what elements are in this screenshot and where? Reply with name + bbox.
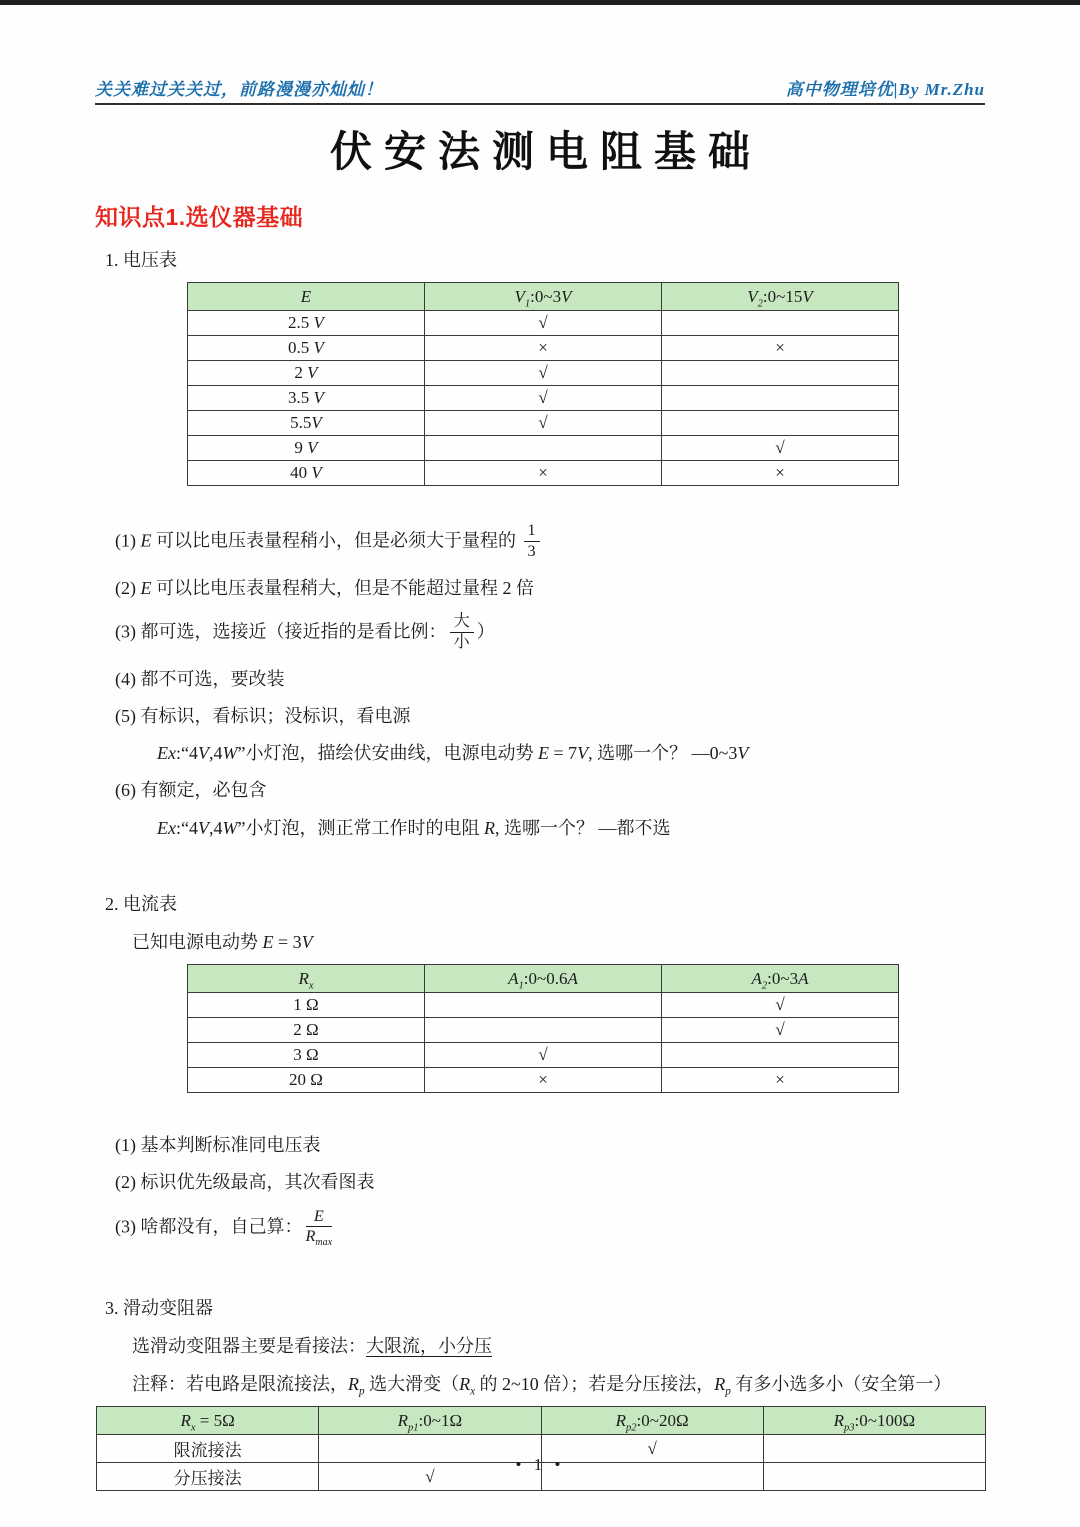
- math-var: V: [311, 413, 322, 432]
- table-cell: ×: [425, 336, 662, 361]
- table-cell: [662, 361, 899, 386]
- table-cell: 2.5 V: [188, 311, 425, 336]
- math-var: V: [737, 743, 749, 764]
- table-cell: √: [425, 1043, 662, 1068]
- math-var: Ex: [157, 743, 176, 764]
- math-var: R: [483, 817, 495, 838]
- table-header-cell: $R_{p1}:0\sim 1\Omega$: [319, 1407, 541, 1435]
- math-subscript: p2: [626, 1422, 637, 1434]
- table-cell: [662, 411, 899, 436]
- table-cell: √: [425, 311, 662, 336]
- ammeter-table: [187, 964, 899, 1093]
- voltmeter-notes: [115, 522, 1080, 840]
- page-number: • 1 •: [515, 1455, 565, 1474]
- note-line: (3) 都可选，选接近（接近指的是看比例： $\frac{\text{大}}{\text{小}}$ ）: [115, 613, 1080, 654]
- table-cell: ×: [425, 461, 662, 486]
- ammeter-intro-line: 已知电源电动势 E = 3V: [132, 932, 313, 953]
- table-row: [188, 1018, 899, 1043]
- math-subscript: p: [359, 1385, 365, 1398]
- table-header-cell: $V_1:0\sim 3V$: [425, 283, 662, 311]
- table-cell: √: [662, 993, 899, 1018]
- table-header-cell: [188, 965, 425, 993]
- math-var: V: [313, 388, 324, 407]
- table-row: [188, 311, 899, 336]
- page-header: [95, 75, 985, 100]
- table-cell: [425, 993, 662, 1018]
- math-var: V: [561, 286, 572, 306]
- table-cell: √: [541, 1435, 763, 1463]
- math-var: A: [567, 968, 578, 988]
- table-row: [188, 411, 899, 436]
- math-var: Ex: [157, 817, 176, 838]
- fraction-denominator: 小: [453, 632, 470, 651]
- note-line: (1) 基本判断标准同电压表: [115, 1135, 321, 1156]
- note-line: (2) E 可以比电压表量程稍大，但是不能超过量程 2 倍: [115, 577, 534, 598]
- table-row: [188, 436, 899, 461]
- table-cell: √: [662, 436, 899, 461]
- math-var: A: [751, 968, 762, 988]
- math-var: V: [197, 817, 209, 838]
- table-cell: 5.5V: [188, 411, 425, 436]
- table-header-cell: $V_2:0\sim 15V$: [662, 283, 899, 311]
- table-cell: [662, 1043, 899, 1068]
- math-subscript: 1: [518, 979, 524, 991]
- table-cell: 限流接法: [97, 1435, 319, 1463]
- math-var: V: [307, 363, 318, 382]
- math-subscript: 1: [524, 297, 531, 309]
- math-var: V: [747, 286, 758, 306]
- header-brand: 高中物理培优|By Mr.Zhu: [785, 80, 985, 99]
- math-var: R: [298, 968, 309, 988]
- table-cell: [425, 1018, 662, 1043]
- table-row: [188, 361, 899, 386]
- example-line: Ex:“4V,4W”小灯泡，测正常工作时的电阻 R, 选哪一个？ —都不选: [157, 817, 671, 838]
- math-var: V: [197, 743, 209, 764]
- table-cell: [662, 311, 899, 336]
- math-var: E: [140, 530, 152, 551]
- table-cell: 3.5 V: [188, 386, 425, 411]
- math-var: W: [222, 743, 238, 764]
- math-subscript: 2: [761, 979, 768, 991]
- note-line: (4) 都不可选，要改装: [115, 668, 285, 689]
- header-motto: 关关难过关关过，前路漫漫亦灿灿！: [95, 80, 383, 99]
- table-cell: 40 V: [188, 461, 425, 486]
- math-var: V: [311, 463, 322, 482]
- math-var: E: [300, 286, 312, 306]
- table-cell: √: [319, 1463, 541, 1491]
- fraction: [524, 522, 540, 563]
- table-cell: ×: [662, 336, 899, 361]
- math-var: R: [714, 1374, 726, 1395]
- table-cell: 1 Ω: [188, 993, 425, 1018]
- note-line: (3) 啥都没有，自己算： $\frac{E}{R_{max}}$: [115, 1206, 333, 1249]
- fraction-denominator: [305, 1227, 333, 1249]
- voltmeter-table: [187, 282, 899, 486]
- math-subscript: p3: [844, 1422, 855, 1434]
- table-header-cell: $R_x = 5\Omega$: [97, 1407, 319, 1435]
- math-var: E: [262, 932, 274, 953]
- rheostat-rule-line: 选滑动变阻器主要是看接法：大限流，小分压: [132, 1336, 492, 1357]
- math-var: E: [313, 1206, 324, 1225]
- table-row: [188, 1043, 899, 1068]
- rheostat-note-line: 注释：若电路是限流接法，$R_p$ 选大滑变（$R_x$ 的 2~10 倍）；若是分压接法，$R_p$ 有多小选多小（安全第一）: [132, 1374, 952, 1398]
- ammeter-notes: [115, 1133, 1080, 1248]
- math-var: R: [833, 1410, 845, 1430]
- fraction-numerator: [306, 1208, 333, 1228]
- math-var: V: [313, 338, 324, 357]
- scan-top-edge: [0, 0, 1080, 5]
- math-var: R: [348, 1374, 359, 1395]
- math-var: R: [180, 1410, 191, 1430]
- underlined-text: 大限流，小分压: [366, 1336, 492, 1357]
- example-line: Ex:“4V,4W”小灯泡，描绘伏安曲线，电源电动势 E = 7V, 选哪一个？ —0~3V: [157, 743, 749, 764]
- table-cell: 分压接法: [97, 1463, 319, 1491]
- table-row: [188, 1068, 899, 1093]
- math-var: V: [577, 743, 589, 764]
- table-header-cell: [188, 283, 425, 311]
- note-line: (1) E 可以比电压表量程稍小，但是必须大于量程的 $\frac{1}{3}$: [115, 522, 1080, 563]
- table-cell: 9 V: [188, 436, 425, 461]
- table-header-cell: $A_1:0\sim 0.6A$: [425, 965, 662, 993]
- table-cell: ×: [662, 1068, 899, 1093]
- table-cell: 0.5 V: [188, 336, 425, 361]
- document-title: 伏安法测电阻基础: [329, 130, 762, 176]
- math-var: R: [397, 1410, 409, 1430]
- math-var: R: [615, 1410, 627, 1430]
- math-var: V: [802, 286, 813, 306]
- fraction-numerator: 大: [450, 613, 474, 633]
- table-header-cell: $R_{p2}:0\sim 20\Omega$: [541, 1407, 763, 1435]
- math-subscript: 2: [757, 297, 763, 309]
- table-row: [188, 386, 899, 411]
- math-var: A: [508, 968, 519, 988]
- header-divider: [95, 103, 985, 105]
- rheostat-table: [96, 1406, 986, 1491]
- table-header-row: [97, 1407, 986, 1435]
- fraction-denominator: 3: [527, 541, 536, 560]
- table-cell: 20 Ω: [188, 1068, 425, 1093]
- table-row: [188, 336, 899, 361]
- table-cell: √: [425, 386, 662, 411]
- math-var: V: [313, 313, 324, 332]
- table-cell: [662, 386, 899, 411]
- table-cell: 3 Ω: [188, 1043, 425, 1068]
- section-ammeter-heading: 2. 电流表: [105, 894, 177, 915]
- section-voltmeter-heading: 1. 电压表: [105, 250, 177, 270]
- math-var: W: [222, 817, 238, 838]
- table-cell: √: [425, 411, 662, 436]
- page-footer: [0, 1455, 1080, 1475]
- math-var: E: [537, 743, 549, 764]
- math-var: V: [514, 286, 525, 306]
- math-var: V: [307, 438, 318, 457]
- math-var: R: [459, 1374, 471, 1395]
- math-subscript: p: [725, 1385, 731, 1398]
- math-subscript: max: [315, 1237, 333, 1249]
- table-cell: ×: [662, 461, 899, 486]
- table-cell: 2 Ω: [188, 1018, 425, 1043]
- table-cell: [425, 436, 662, 461]
- fraction: [306, 1208, 333, 1249]
- table-header-cell: $R_{p3}:0\sim 100\Omega$: [763, 1407, 985, 1435]
- fraction: [450, 613, 474, 654]
- section-rheostat-heading: 3. 滑动变阻器: [105, 1298, 213, 1319]
- table-cell: ×: [425, 1068, 662, 1093]
- table-cell: 2 V: [188, 361, 425, 386]
- table-cell: √: [425, 361, 662, 386]
- math-var: E: [140, 577, 152, 598]
- table-header-cell: $A_2:0\sim 3A$: [662, 965, 899, 993]
- math-var: V: [301, 932, 313, 953]
- math-var: R: [305, 1227, 316, 1246]
- fraction-numerator: 1: [524, 522, 540, 542]
- math-var: A: [798, 968, 809, 988]
- math-subscript: x: [308, 979, 314, 991]
- table-row: [188, 461, 899, 486]
- note-line: (6) 有额定，必包含: [115, 780, 267, 801]
- math-subscript: x: [470, 1385, 476, 1398]
- knowledge-point-heading: 知识点1.选仪器基础: [95, 204, 304, 230]
- note-line: (2) 标识优先级最高，其次看图表: [115, 1172, 375, 1193]
- note-line: (5) 有标识，看标识；没标识，看电源: [115, 705, 411, 726]
- table-row: [188, 993, 899, 1018]
- table-header-row: [188, 283, 899, 311]
- math-subscript: x: [190, 1422, 196, 1434]
- math-subscript: p1: [408, 1422, 419, 1434]
- table-header-row: [188, 965, 899, 993]
- table-cell: √: [662, 1018, 899, 1043]
